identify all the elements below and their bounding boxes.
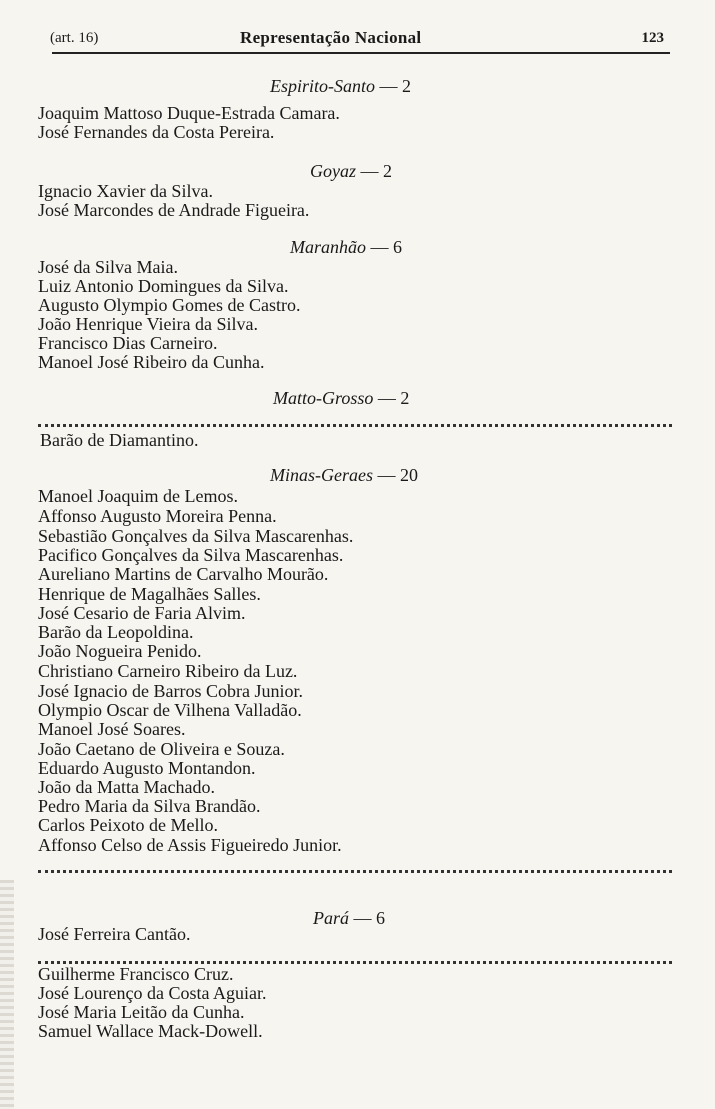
section-heading-para (313, 908, 385, 928)
member-line: José Maria Leitão da Cunha. (38, 1002, 245, 1022)
page-header (50, 28, 672, 52)
member-line: José Ignacio de Barros Cobra Junior. (38, 681, 303, 701)
member-line: Joaquim Mattoso Duque-Estrada Camara. (38, 103, 340, 123)
seat-count: — 6 (353, 908, 385, 928)
section-heading-matto-grosso (273, 388, 409, 408)
state-name: Minas-Geraes (270, 465, 373, 485)
section-heading-goyaz (310, 161, 392, 181)
dotted-leader (38, 864, 672, 873)
running-title: Representação Nacional (240, 28, 422, 47)
member-line: João Henrique Vieira da Silva. (38, 314, 259, 334)
article-reference: (art. 16) (50, 30, 99, 46)
member-line: Henrique de Magalhães Salles. (38, 584, 261, 604)
member-line: Francisco Dias Carneiro. (38, 333, 218, 353)
section-heading-maranhao (290, 237, 402, 257)
seat-count: — 6 (370, 237, 402, 257)
dotted-leader (38, 955, 672, 964)
state-name: Espirito-Santo (270, 76, 376, 96)
member-line: Eduardo Augusto Montandon. (38, 758, 256, 778)
member-line: Barão de Diamantino. (40, 430, 199, 450)
member-line: João Caetano de Oliveira e Souza. (38, 739, 285, 759)
member-line: Ignacio Xavier da Silva. (38, 181, 213, 201)
member-line: Guilherme Francisco Cruz. (38, 964, 234, 984)
member-line: João da Matta Machado. (38, 777, 215, 797)
seat-count: — 20 (377, 465, 418, 485)
member-line: Pacifico Gonçalves da Silva Mascarenhas. (38, 545, 344, 565)
header-rule (52, 52, 670, 54)
page-number: 123 (641, 30, 664, 46)
state-name: Pará (313, 908, 349, 928)
member-line: José da Silva Maia. (38, 257, 178, 277)
section-heading-espirito-santo (270, 76, 411, 96)
member-line: Barão da Leopoldina. (38, 622, 194, 642)
member-line: Sebastião Gonçalves da Silva Mascarenhas. (38, 526, 354, 546)
member-line: Augusto Olympio Gomes de Castro. (38, 295, 301, 315)
scan-binding-edge (0, 880, 14, 1109)
seat-count: — 2 (379, 76, 412, 96)
member-line: Affonso Celso de Assis Figueiredo Junior. (38, 835, 342, 855)
member-line: José Lourenço da Costa Aguiar. (38, 983, 267, 1003)
member-line: Affonso Augusto Moreira Penna. (38, 506, 277, 526)
member-line: Manoel José Ribeiro da Cunha. (38, 352, 265, 372)
dotted-leader (38, 418, 672, 427)
member-line: José Ferreira Cantão. (38, 924, 191, 944)
member-line: Christiano Carneiro Ribeiro da Luz. (38, 661, 298, 681)
member-line: Carlos Peixoto de Mello. (38, 815, 218, 835)
state-name: Goyaz (310, 161, 356, 181)
member-line: Luiz Antonio Domingues da Silva. (38, 276, 289, 296)
seat-count: — 2 (377, 388, 410, 408)
member-line: Olympio Oscar de Vilhena Valladão. (38, 700, 302, 720)
seat-count: — 2 (360, 161, 392, 181)
state-name: Maranhão (290, 237, 366, 257)
member-line: José Marcondes de Andrade Figueira. (38, 200, 310, 220)
member-line: Aureliano Martins de Carvalho Mourão. (38, 564, 329, 584)
member-line: José Fernandes da Costa Pereira. (38, 122, 275, 142)
state-name: Matto-Grosso (273, 388, 374, 408)
section-heading-minas-geraes (270, 465, 418, 485)
member-line: Manoel Joaquim de Lemos. (38, 486, 238, 506)
member-line: João Nogueira Penido. (38, 641, 202, 661)
member-line: José Cesario de Faria Alvim. (38, 603, 246, 623)
member-line: Manoel José Soares. (38, 719, 186, 739)
member-line: Samuel Wallace Mack-Dowell. (38, 1021, 263, 1041)
member-line: Pedro Maria da Silva Brandão. (38, 796, 261, 816)
